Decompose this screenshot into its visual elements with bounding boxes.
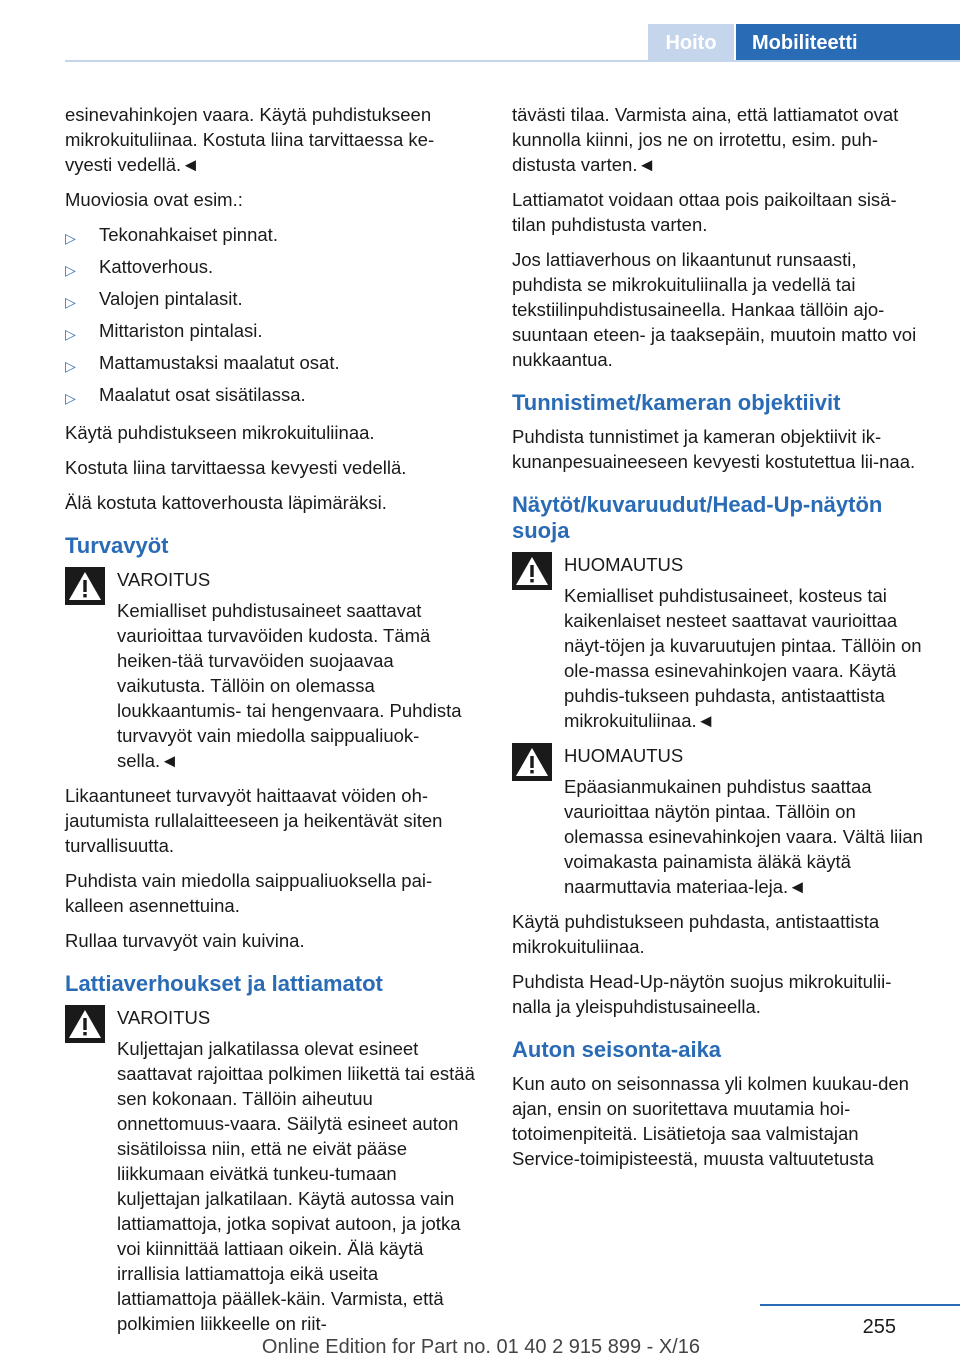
section-heading-naytot: Näytöt/kuvaruudut/Head-Up-näytön suoja	[512, 492, 883, 543]
paragraph: Älä kostuta kattoverhousta läpimäräksi.	[65, 492, 387, 513]
triangle-right-icon: ▷	[65, 262, 76, 278]
right-column	[512, 102, 926, 1181]
paragraph: Jos lattiaverhous on likaantunut runsaasti, puhdista se mikrokuituliinalla ja vedellä tai tekstiilinpuhdistusaineella. Hankaa tällöin ajo‐suuntaan eteen- ja taaksepäin, muutoin matto voi nukkaantua.	[512, 249, 917, 370]
paragraph: Kun auto on seisonnassa yli kolmen kuukau‐den ajan, ensin on suoritettava muutamia hoi‐totoimenpiteitä. Lisätietoja saa valmistajan Service-toimipisteestä, muusta valtuutetusta	[512, 1073, 909, 1169]
warning-triangle-icon	[65, 567, 105, 605]
warning-title: VAROITUS	[117, 569, 211, 590]
paragraph: Puhdista tunnistimet ja kameran objektiivit ik‐kunanpesuaineeseen kevyesti kostutettua lii‐naa.	[512, 426, 916, 472]
section-heading-tunnistimet: Tunnistimet/kameran objektiivit	[512, 390, 841, 415]
plastic-parts-list	[65, 222, 479, 414]
section-heading-lattia: Lattiaverhoukset ja lattiamatot	[65, 971, 383, 996]
notice-text	[512, 774, 926, 899]
notice-block	[512, 552, 926, 733]
warning-body: Kuljettajan jalkatilassa olevat esineet saattavat rajoittaa polkimen liikettä tai estää sen kokonaan. Tällöin aiheutuu onnettomuus‐vaara. Säilytä esineet auton sisätiloissa niin, että ne eivät pääse liikkumaan eivätkä tunkeu‐tumaan kuljettajan jalkatilaan. Käytä autossa vain lattiamattoja, jotka sopivat autoon, ja jotka voi kiinnittää lattiaan oikein. Älä käytä irrallisia lattiamattoja eikä useita lattiamattoja päällek‐käin. Varmista, että polkimien liikkeelle on riit‐	[117, 1038, 475, 1334]
paragraph: Rullaa turvavyöt vain kuivina.	[65, 930, 305, 951]
warning-text	[65, 598, 479, 773]
paragraph: Puhdista vain miedolla saippualiuoksella pai‐kalleen asennettuina.	[65, 870, 433, 916]
list-item: ▷ Mattamustaksi maalatut osat.	[65, 350, 479, 382]
notice-title: HUOMAUTUS	[564, 554, 684, 575]
paragraph: Käytä puhdistukseen mikrokuituliinaa.	[65, 422, 375, 443]
notice-text	[512, 583, 926, 733]
warning-body: Kemialliset puhdistusaineet saattavat vaurioittaa turvavöiden kudosta. Tämä heiken‐tää turvavöiden suojaavaa vaikutusta. Tällöin on olemassa loukkaantumis- tai hengenvaara. Puhdista turvavyöt vain miedolla saippualiuok‐sella.◄	[117, 600, 462, 771]
warning-block	[65, 567, 479, 773]
footer-rule	[760, 1304, 960, 1306]
triangle-right-icon: ▷	[65, 294, 76, 310]
triangle-right-icon: ▷	[65, 230, 76, 246]
paragraph: Puhdista Head-Up-näytön suojus mikrokuitulii‐nalla ja yleispuhdistusaineella.	[512, 971, 892, 1017]
warning-block	[65, 1005, 479, 1336]
left-column	[65, 102, 479, 1346]
triangle-right-icon: ▷	[65, 326, 76, 342]
warning-triangle-icon	[65, 1005, 105, 1043]
list-item: ▷ Maalatut osat sisätilassa.	[65, 382, 479, 414]
paragraph: esinevahinkojen vaara. Käytä puhdistukseen mikrokuituliinaa. Kostuta liina tarvittaessa ke‐vyesti vedellä.◄	[65, 104, 435, 175]
list-item: ▷ Valojen pintalasit.	[65, 286, 479, 318]
list-item: ▷ Tekonahkaiset pinnat.	[65, 222, 479, 254]
paragraph: Käytä puhdistukseen puhdasta, antistaattista mikrokuituliinaa.	[512, 911, 880, 957]
list-item: ▷ Kattoverhous.	[65, 254, 479, 286]
edition-footer: Online Edition for Part no. 01 40 2 915 899 - X/16	[261, 1336, 700, 1358]
warning-triangle-icon	[512, 743, 552, 781]
tab-hoito[interactable]: Hoito	[648, 24, 734, 62]
section-heading-seisonta: Auton seisonta-aika	[512, 1037, 722, 1062]
page-number: 255	[862, 1316, 896, 1338]
paragraph: Likaantuneet turvavyöt haittaavat vöiden oh‐jautumista rullalaitteeseen ja heikentävät siten turvallisuutta.	[65, 785, 443, 856]
warning-title: VAROITUS	[117, 1007, 211, 1028]
triangle-right-icon: ▷	[65, 358, 76, 374]
notice-body: Kemialliset puhdistusaineet, kosteus tai kaikenlaiset nesteet saattavat vaurioittaa näyt‐töjen ja kuvaruutujen pintaa. Tällöin on ole‐massa esinevahinkojen vaara. Käytä puhdis‐tukseen puhdasta, antistaattista mikrokuituliinaa.◄	[564, 585, 922, 731]
paragraph: tävästi tilaa. Varmista aina, että lattiamatot ovat kunnolla kiinni, jos ne on irrotettu, esim. puh‐distusta varten.◄	[512, 104, 899, 175]
tab-mobiliteetti[interactable]: Mobiliteetti	[736, 24, 960, 62]
list-item: ▷ Mittariston pintalasi.	[65, 318, 479, 350]
notice-body: Epäasianmukainen puhdistus saattaa vaurioittaa näytön pintaa. Tällöin on olemassa esinevahinkojen vaara. Vältä liian voimakasta painamista äläkä käytä naarmuttavia materiaa‐leja.◄	[564, 776, 923, 897]
paragraph: Lattiamatot voidaan ottaa pois paikoiltaan sisä‐tilan puhdistusta varten.	[512, 189, 897, 235]
notice-title: HUOMAUTUS	[564, 745, 684, 766]
header-rule	[65, 60, 960, 62]
paragraph: Muoviosia ovat esim.:	[65, 189, 243, 210]
warning-text	[65, 1036, 479, 1336]
notice-block	[512, 743, 926, 899]
header-tabs	[648, 24, 960, 62]
paragraph: Kostuta liina tarvittaessa kevyesti vedellä.	[65, 457, 407, 478]
section-heading-turvavyot: Turvavyöt	[65, 533, 169, 558]
warning-triangle-icon	[512, 552, 552, 590]
triangle-right-icon: ▷	[65, 390, 76, 406]
